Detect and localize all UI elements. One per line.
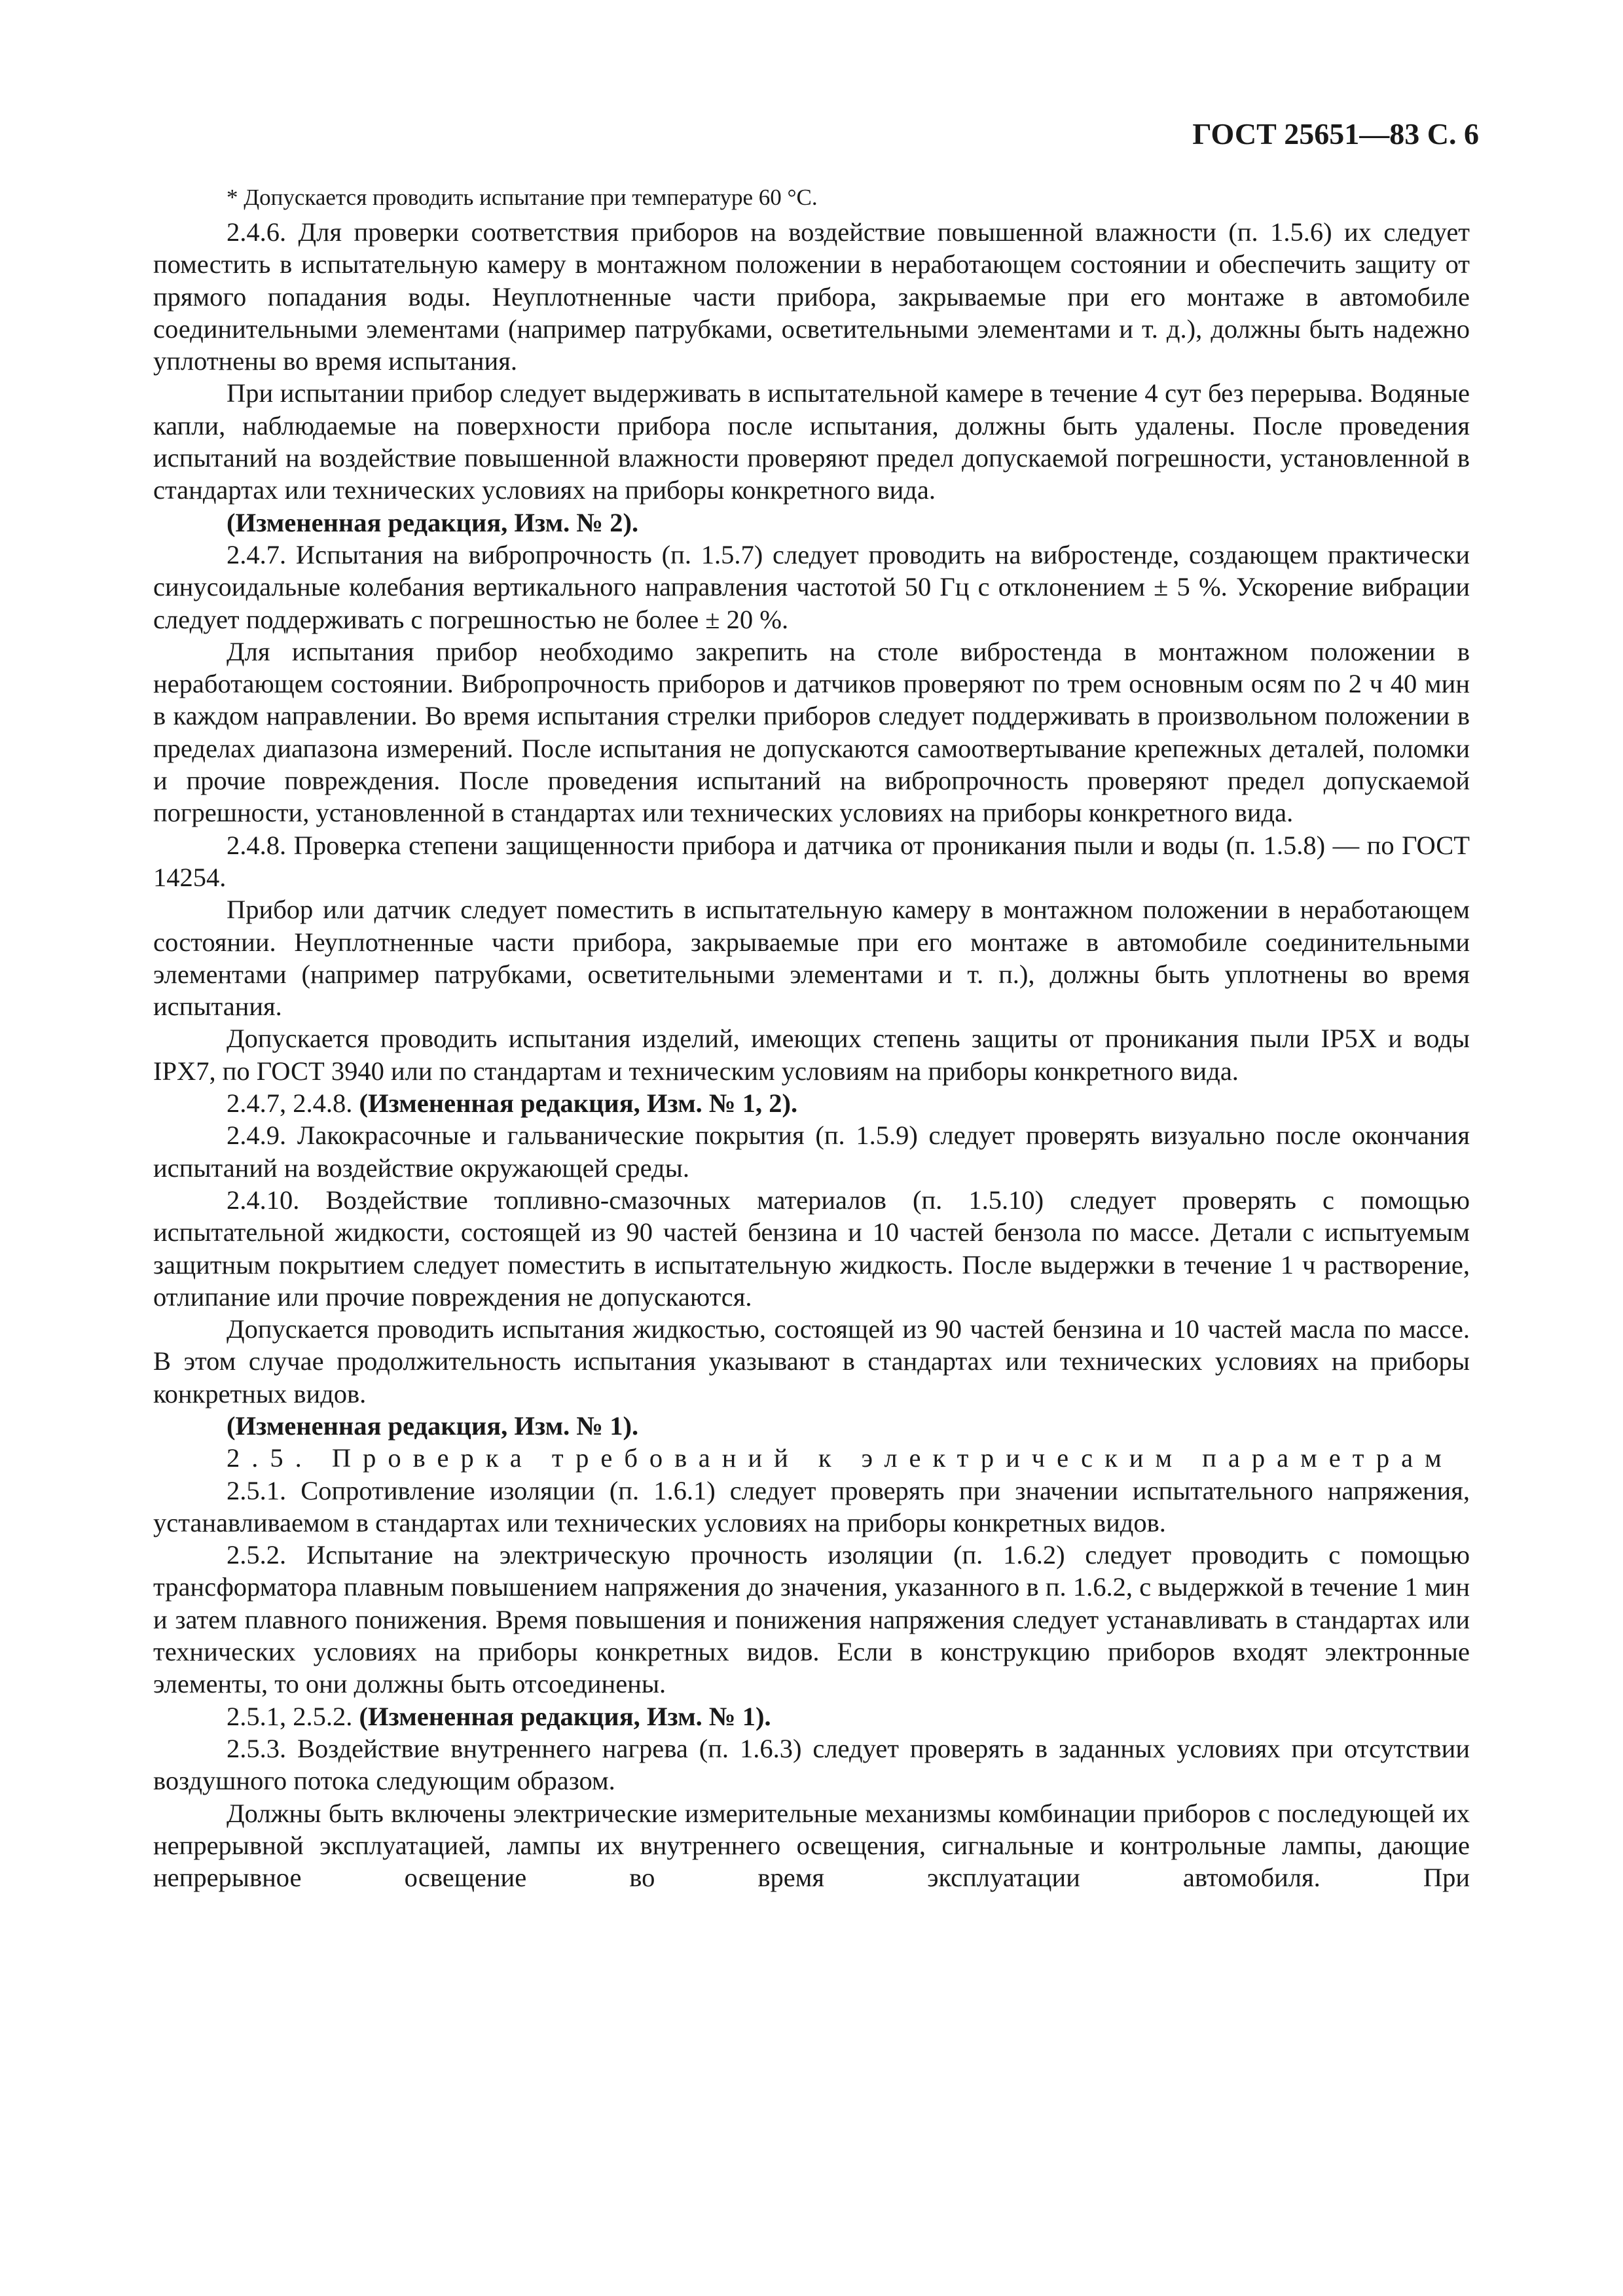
revision-note-4 bbox=[153, 1700, 1470, 1732]
paragraph-2-4-9: 2.4.9. Лакокрасочные и гальванические покрытия (п. 1.5.9) следует проверять визуально после окончания испытаний на воздействие окружающей среды. bbox=[153, 1121, 1470, 1183]
paragraph-2-4-8-protection-degree: Допускается проводить испытания изделий, имеющих степень защиты от проникания пыли IP5X и воды IPX7, по ГОСТ 3940 или по стандартам и техническим условиям на приборы конкретного вида. bbox=[153, 1024, 1470, 1086]
paragraph-2-4-10-oil-test: Допускается проводить испытания жидкостью, состоящей из 90 частей бензина и 10 частей масла по массе. В этом случае продолжительность испытания указывают в стандартах или технических условиях на приборы конкретных видов. bbox=[153, 1314, 1470, 1408]
paragraph-2-5-2: 2.5.2. Испытание на электрическую прочность изоляции (п. 1.6.2) следует проводить с помощью трансформатора плавным повышением напряжения до значения, указанного в п. 1.6.2, с выдержкой в течение 1 мин и затем плавного понижения. Время повышения и понижения напряжения следует устанавливать в стандартах или технических условиях на приборы конкретных видов. Если в конструкцию приборов входят электронные элементы, то они должны быть отсоединены. bbox=[153, 1540, 1470, 1699]
paragraph-2-4-8-dust-water: Прибор или датчик следует поместить в испытательную камеру в монтажном положении в неработающем состоянии. Неуплотненные части прибора, закрываемые при его монтаже в автомобиле соединительными элементами (например патрубками, осветительными элементами и т. п.), должны быть уплотнены во время испытания. bbox=[153, 895, 1470, 1022]
document-body bbox=[153, 183, 1470, 1893]
paragraph-2-5-3: 2.5.3. Воздействие внутреннего нагрева (п. 1.6.3) следует проверять в заданных условиях при отсутствии воздушного потока следующим образом. bbox=[153, 1733, 1470, 1796]
paragraph-2-4-10: 2.4.10. Воздействие топливно-смазочных материалов (п. 1.5.10) следует проверять с помощью испытательной жидкости, состоящей из 90 частей бензина и 10 частей бензола по массе. Детали с испытуемым защитным покрытием следует поместить в испытательную жидкость. После выдержки в течение 1 ч растворение, отлипание или прочие повреждения не допускаются. bbox=[153, 1185, 1470, 1312]
revision-note-2 bbox=[153, 1087, 1470, 1119]
paragraph-2-4-7: 2.4.7. Испытания на вибропрочность (п. 1.5.7) следует проводить на вибростенде, создающем практически синусоидальные колебания вертикального направления частотой 50 Гц с отклонением ± 5 %. Ускорение вибрации следует поддерживать с погрешностью не более ± 20 %. bbox=[153, 539, 1470, 634]
revision-note-2-clauses: 2.4.7, 2.4.8. bbox=[227, 1088, 353, 1119]
revision-note-4-text: (Измененная редакция, Изм. № 1). bbox=[359, 1701, 771, 1731]
paragraph-2-5-3-lamps: Должны быть включены электрические измерительные механизмы комбинации приборов с последующей их непрерывной эксплуатацией, лампы их внутреннего освещения, сигнальные и контрольные лампы, дающие непрерывное освещение во время эксплуатации автомобиля. При bbox=[153, 1798, 1470, 1893]
paragraph-2-4-6-humidity-test: При испытании прибор следует выдерживать в испытательной камере в течение 4 сут без перерыва. Водяные капли, наблюдаемые на поверхности прибора после испытания, должны быть удалены. После проведения испытаний на воздействие повышенной влажности проверяют предел допускаемой погрешности, установленной в стандартах или технических условиях на приборы конкретного вида. bbox=[153, 378, 1470, 505]
paragraph-2-4-8: 2.4.8. Проверка степени защищенности прибора и датчика от проникания пыли и воды (п. 1.5.8) — по ГОСТ 14254. bbox=[153, 830, 1470, 892]
revision-note-2-text: (Измененная редакция, Изм. № 1, 2). bbox=[359, 1088, 798, 1119]
paragraph-2-4-6: 2.4.6. Для проверки соответствия приборов на воздействие повышенной влажности (п. 1.5.6) их следует поместить в испытательную камеру в монтажном положении в неработающем состоянии и обеспечить защиту от прямого попадания воды. Неуплотненные части прибора, закрываемые при его монтаже в автомобиле соединительными элементами (например патрубками, осветительными элементами и т. д.), должны быть надежно уплотнены во время испытания. bbox=[153, 217, 1470, 376]
section-heading-2-5: 2.5. Проверка требований к электрическим параметрам bbox=[227, 1443, 1453, 1473]
footnote: * Допускается проводить испытание при температуре 60 °С. bbox=[227, 185, 818, 210]
paragraph-2-4-7-vibration-test: Для испытания прибор необходимо закрепить на столе вибростенда в монтажном положении в неработающем состоянии. Вибропрочность приборов и датчиков проверяют по трем основным осям по 2 ч 40 мин в каждом направлении. Во время испытания стрелки приборов следует поддерживать в произвольном положении в пределах диапазона измерений. После испытания не допускаются самоотвертывание крепежных деталей, поломки и прочие повреждения. После проведения испытаний на вибропрочность проверяют предел допускаемой погрешности, установленной в стандартах или технических условиях на приборы конкретного вида. bbox=[153, 636, 1470, 828]
revision-note-3: (Измененная редакция, Изм. № 1). bbox=[227, 1410, 639, 1441]
revision-note-1: (Измененная редакция, Изм. № 2). bbox=[227, 507, 639, 537]
revision-note-4-clauses: 2.5.1, 2.5.2. bbox=[227, 1701, 353, 1731]
paragraph-2-5-1: 2.5.1. Сопротивление изоляции (п. 1.6.1) следует проверять при значении испытательного напряжения, устанавливаемом в стандартах или технических условиях на приборы конкретных видов. bbox=[153, 1475, 1470, 1537]
page-header: ГОСТ 25651—83 С. 6 bbox=[1192, 117, 1479, 151]
